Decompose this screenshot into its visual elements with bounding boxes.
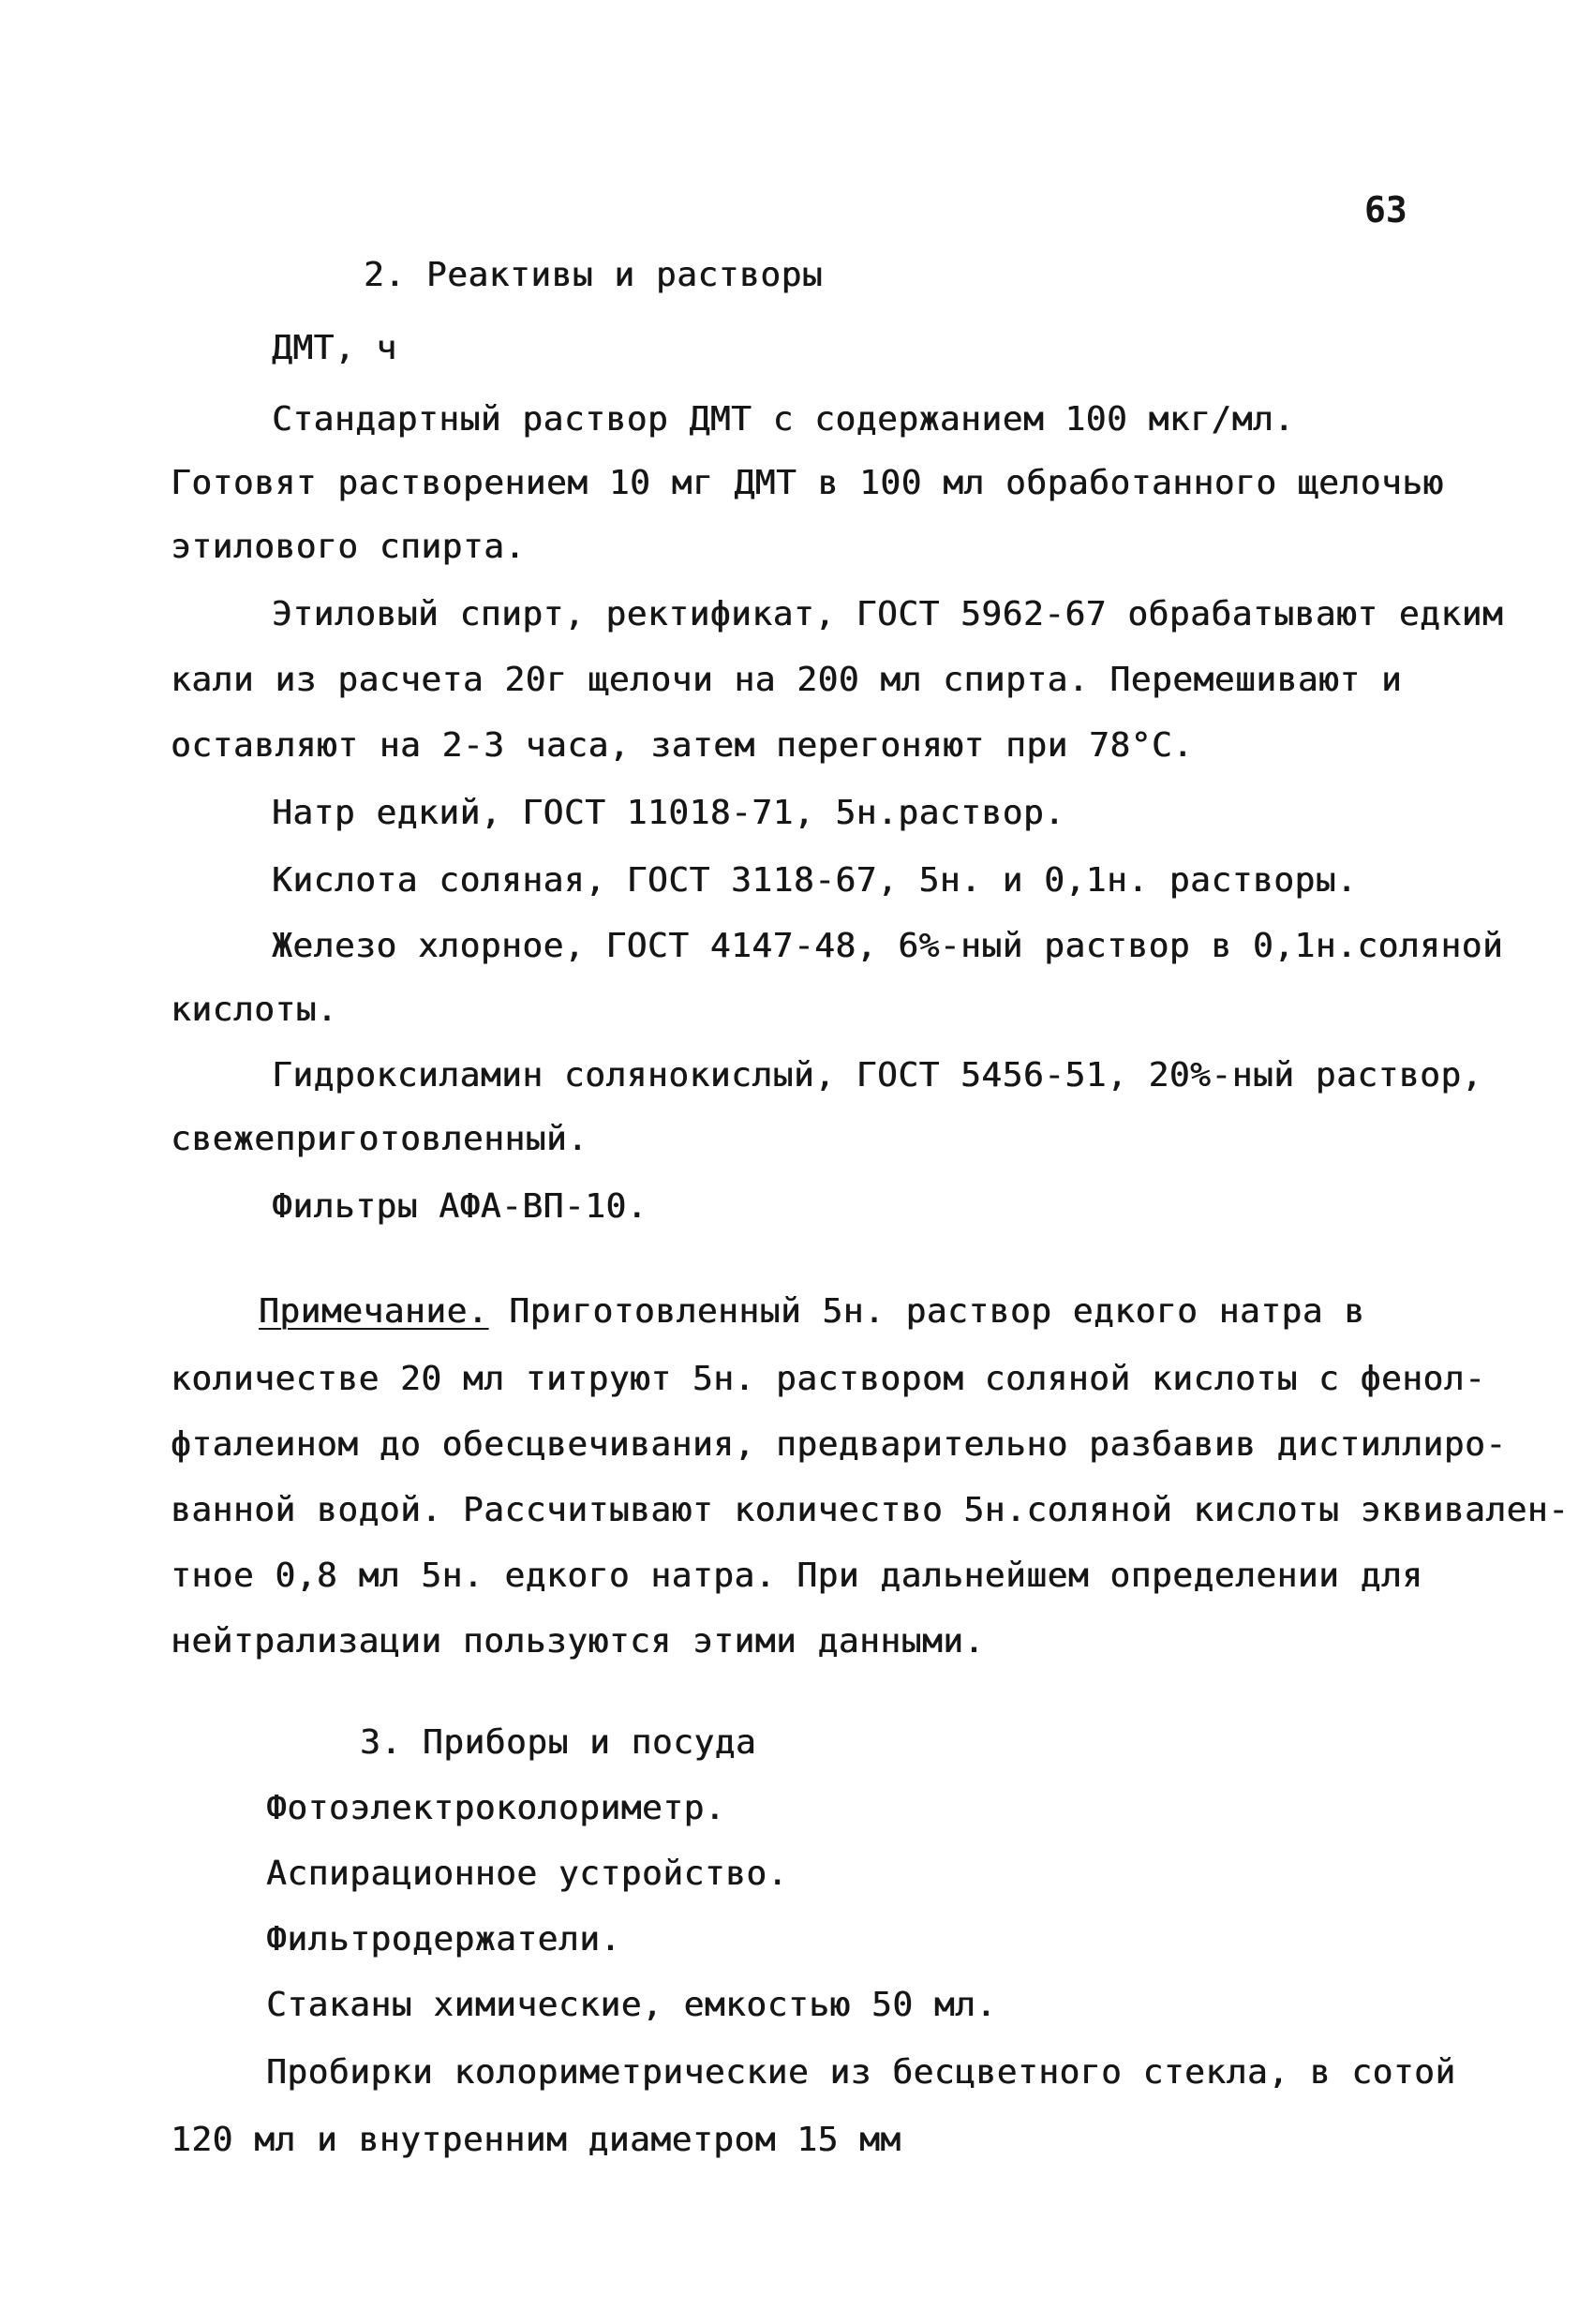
- text-line: Готовят растворением 10 мг ДМТ в 100 мл обработанного щелочью: [171, 464, 1444, 502]
- text-line: Фотоэлектроколориметр.: [266, 1789, 726, 1827]
- text-line: ванной водой. Рассчитывают количество 5н.соляной кислоты эквивален-: [171, 1491, 1570, 1529]
- text-line: свежеприготовленный.: [171, 1120, 588, 1158]
- text-line: оставляют на 2-3 часа, затем перегоняют при 78°С.: [171, 726, 1194, 765]
- text-line: Железо хлорное, ГОСТ 4147-48, 6%-ный раствор в 0,1н.соляной: [272, 927, 1504, 965]
- text-line: количестве 20 мл титруют 5н. раствором соляной кислоты с фенол-: [171, 1360, 1486, 1398]
- text-line: фталеином до обесцвечивания, предварительно разбавив дистиллиро-: [171, 1425, 1507, 1464]
- text-line: Гидроксиламин солянокислый, ГОСТ 5456-51, 20%-ный раствор,: [272, 1056, 1482, 1095]
- text-line: 120 мл и внутренним диаметром 15 мм: [171, 2121, 901, 2159]
- section3-heading: 3. Приборы и посуда: [360, 1723, 757, 1762]
- text-line: тное 0,8 мл 5н. едкого натра. При дальнейшем определении для: [171, 1557, 1423, 1595]
- section2-heading: 2. Реактивы и растворы: [364, 256, 824, 294]
- text-line: Стандартный раствор ДМТ с содержанием 100 мкг/мл.: [272, 400, 1295, 439]
- note-first-line: [259, 1291, 1365, 1333]
- text-line: Этиловый спирт, ректификат, ГОСТ 5962-67 обрабатывают едким: [272, 595, 1504, 633]
- text-line: кали из расчета 20г щелочи на 200 мл спирта. Перемешивают и: [171, 661, 1403, 699]
- text-line: этилового спирта.: [171, 528, 526, 566]
- page-number: 63: [1364, 189, 1407, 231]
- text-line: Пробирки колориметрические из бесцветного стекла, в сотой: [266, 2053, 1456, 2092]
- text-line: ДМТ, ч: [272, 329, 397, 367]
- note-text: Приготовленный 5н. раствор едкого натра в: [488, 1292, 1365, 1331]
- note-label: Примечание.: [259, 1292, 489, 1331]
- text-line: Аспирационное устройство.: [266, 1855, 788, 1893]
- text-line: нейтрализации пользуются этими данными.: [171, 1622, 985, 1661]
- text-line: Стаканы химические, емкостью 50 мл.: [266, 1986, 997, 2024]
- text-line: Кислота соляная, ГОСТ 3118-67, 5н. и 0,1н. растворы.: [272, 861, 1358, 900]
- text-line: Фильтродержатели.: [266, 1920, 621, 1959]
- text-line: Натр едкий, ГОСТ 11018-71, 5н.раствор.: [272, 794, 1065, 832]
- text-line: Фильтры АФА-ВП-10.: [272, 1187, 648, 1226]
- text-line: кислоты.: [171, 991, 338, 1029]
